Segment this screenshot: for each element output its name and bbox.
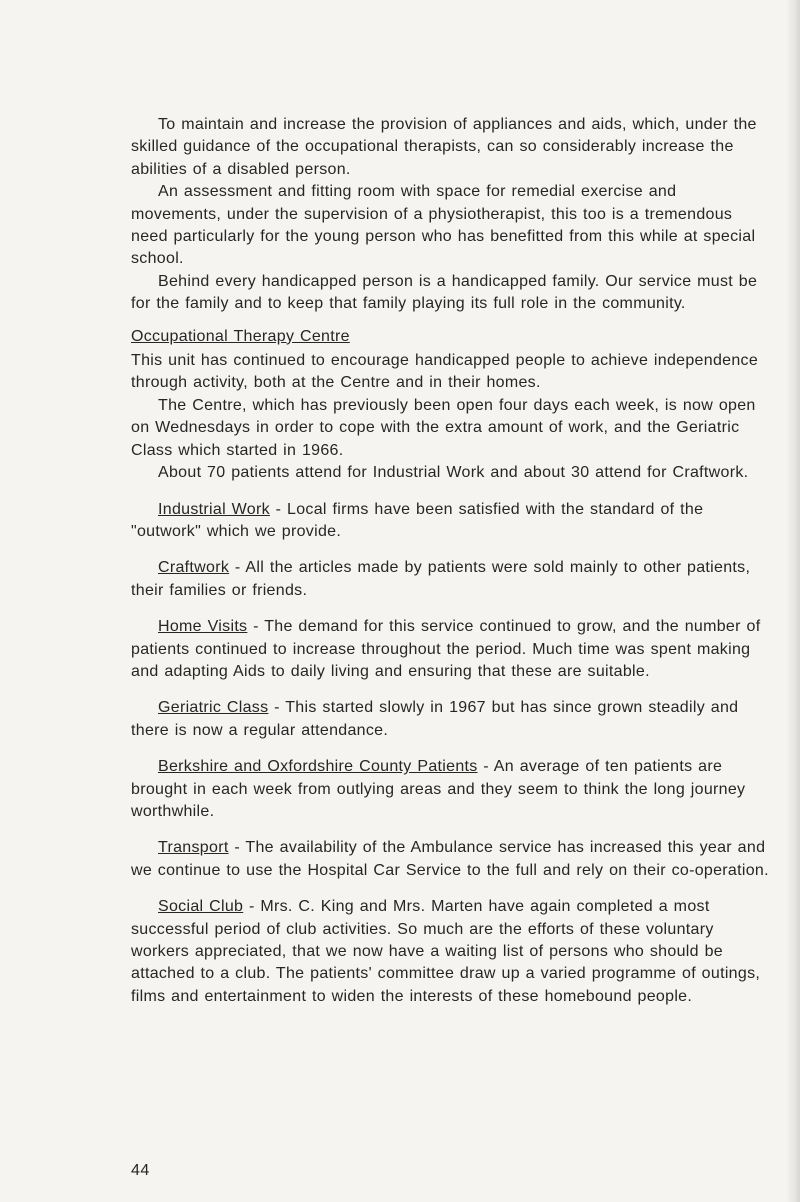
- intro-paragraph-3: Behind every handicapped person is a handicapped family. Our service must be for the family and to keep that family playing its full role in the community.: [131, 272, 758, 313]
- spacer: [131, 485, 771, 499]
- section-paragraph-1: This unit has continued to encourage handicapped people to achieve independence through activity, both at the Centre and in their homes.: [131, 352, 759, 392]
- subsection-title: Craftwork: [158, 559, 230, 577]
- section-paragraph-2: The Centre, which has previously been open four days each week, is now open on Wednesdays in order to cope with the extra amount of work, and the Geriatric Class which started in 1966.: [131, 396, 756, 459]
- intro-paragraph-1: To maintain and increase the provision of appliances and aids, which, under the skilled guidance of the occupational therapists, can so considerably increase the abilities of a disabled person.: [131, 116, 757, 178]
- subsection-title: Transport: [158, 839, 229, 857]
- subsection-text: - All the articles made by patients were sold mainly to other patients, their families or friends.: [131, 559, 751, 599]
- subsection-industrial-work: [131, 499, 771, 544]
- subsection-county-patients: [131, 756, 771, 823]
- subsection-transport: [131, 837, 771, 882]
- page-edge-shadow: [786, 0, 800, 1202]
- subsection-title: Social Club: [158, 898, 244, 916]
- intro-paragraph-2: An assessment and fitting room with space for remedial exercise and movements, under the supervision of a physiotherapist, this too is a tremendous need particularly for the young person who has benefitted from this while at special school.: [131, 183, 756, 268]
- subsection-title: Berkshire and Oxfordshire County Patients: [158, 758, 478, 776]
- subsection-text: - The demand for this service continued to grow, and the number of patients continued to increase throughout the period. Much time was spent making and adapting Aids to daily living and ensuring that these are suitable.: [131, 618, 761, 680]
- subsection-social-club: [131, 896, 771, 1008]
- subsection-title: Industrial Work: [158, 500, 270, 518]
- subsection-text: - An average of ten patients are brought in each week from outlying areas and they seem to think the long journey worthwhile.: [131, 758, 746, 820]
- section-heading: Occupational Therapy Centre: [131, 327, 350, 345]
- subsection-title: Geriatric Class: [158, 699, 269, 717]
- subsection-home-visits: [131, 616, 771, 683]
- subsection-title: Home Visits: [158, 618, 248, 636]
- subsection-text: - Mrs. C. King and Mrs. Marten have again completed a most successful period of club activities. So much are the efforts of these voluntary workers appreciated, that we now have a waiting list of persons who should be attached to a club. The patients' committee draw up a varied programme of outings, films and entertainment to widen the interests of these homebound people.: [131, 898, 761, 1005]
- subsection-craftwork: [131, 557, 771, 602]
- subsection-text: - The availability of the Ambulance service has increased this year and we continue to use the Hospital Car Service to the full and rely on their co-operation.: [131, 839, 769, 879]
- subsection-geriatric-class: [131, 697, 771, 742]
- page-body: [131, 114, 771, 1008]
- section-paragraph-3: About 70 patients attend for Industrial Work and about 30 attend for Craftwork.: [158, 464, 749, 482]
- page-number: 44: [131, 1162, 150, 1179]
- subsection-text: - This started slowly in 1967 but has since grown steadily and there is now a regular attendance.: [131, 699, 739, 739]
- subsection-text: - Local firms have been satisfied with the standard of the "outwork" which we provide.: [131, 500, 704, 540]
